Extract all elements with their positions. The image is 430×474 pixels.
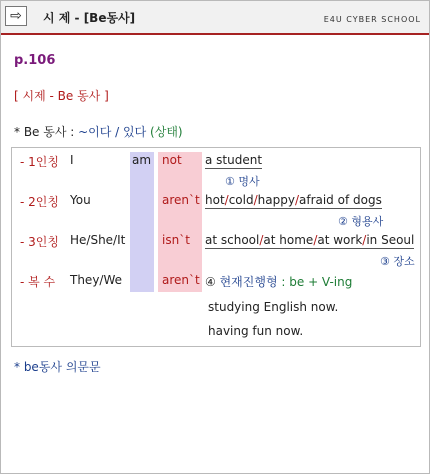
table-row bbox=[12, 193, 420, 213]
page-number: p.106 bbox=[14, 53, 56, 68]
complement-word: hot bbox=[205, 193, 225, 207]
table-row bbox=[12, 233, 420, 253]
negation: isn`t bbox=[162, 233, 190, 247]
note-place: ③ 장소 bbox=[380, 255, 415, 268]
negation: not bbox=[162, 153, 182, 167]
complement bbox=[205, 193, 382, 209]
conjugation-table bbox=[11, 147, 421, 347]
am-column-highlight bbox=[130, 152, 154, 292]
subject: I bbox=[70, 153, 74, 167]
complement bbox=[205, 233, 414, 249]
section-heading: [ 시제 - Be 동사 ] bbox=[14, 89, 109, 103]
complement-word: afraid of dogs bbox=[298, 193, 382, 207]
complement-word: happy bbox=[257, 193, 295, 207]
slash: / bbox=[362, 233, 367, 247]
progressive-formula: : be + V-ing bbox=[281, 275, 353, 289]
negation: aren`t bbox=[162, 193, 200, 207]
complement-word: at work bbox=[317, 233, 363, 247]
example-sentence: having fun now. bbox=[208, 324, 304, 338]
topic-state: (상태) bbox=[150, 125, 183, 139]
subject: They/We bbox=[70, 273, 123, 287]
person-label: - 2인칭 bbox=[20, 195, 59, 209]
question-heading: * be동사 의문문 bbox=[14, 360, 101, 374]
complement-word: at school bbox=[205, 233, 260, 247]
page-title: 시 제 - [Be동사] bbox=[43, 11, 136, 25]
be-verb: am bbox=[132, 153, 152, 167]
slash: / bbox=[224, 193, 229, 207]
slash: / bbox=[294, 193, 299, 207]
person-label: - 3인칭 bbox=[20, 235, 59, 249]
person-label: - 1인칭 bbox=[20, 155, 59, 169]
subject: You bbox=[70, 193, 91, 207]
slash: / bbox=[313, 233, 318, 247]
slash: / bbox=[253, 193, 258, 207]
subject: He/She/It bbox=[70, 233, 126, 247]
negation-column-highlight bbox=[158, 152, 202, 292]
progressive-note bbox=[205, 273, 352, 290]
table-row bbox=[12, 273, 420, 293]
negation: aren`t bbox=[162, 273, 200, 287]
complement-word: cold bbox=[228, 193, 254, 207]
progressive-number: ④ bbox=[205, 275, 216, 289]
arrow-right-icon[interactable]: ⇨ bbox=[5, 6, 27, 26]
complement: a student bbox=[205, 153, 263, 167]
note-adjective: ② 형용사 bbox=[338, 215, 384, 228]
header-bar bbox=[1, 1, 429, 35]
example-sentence: studying English now. bbox=[208, 300, 339, 314]
note-noun: ① 명사 bbox=[225, 175, 260, 188]
table-row bbox=[12, 153, 420, 173]
topic-line bbox=[14, 123, 183, 140]
progressive-label: 현재진행형 bbox=[219, 275, 278, 289]
person-label: - 복 수 bbox=[20, 275, 56, 289]
topic-prefix: * Be 동사 : bbox=[14, 125, 79, 139]
complement-word: in Seoul bbox=[366, 233, 415, 247]
slash: / bbox=[259, 233, 264, 247]
brand-label: E4U CYBER SCHOOL bbox=[323, 15, 421, 24]
topic-meaning: ~이다 / 있다 bbox=[78, 125, 147, 139]
complement-word: at home bbox=[263, 233, 314, 247]
